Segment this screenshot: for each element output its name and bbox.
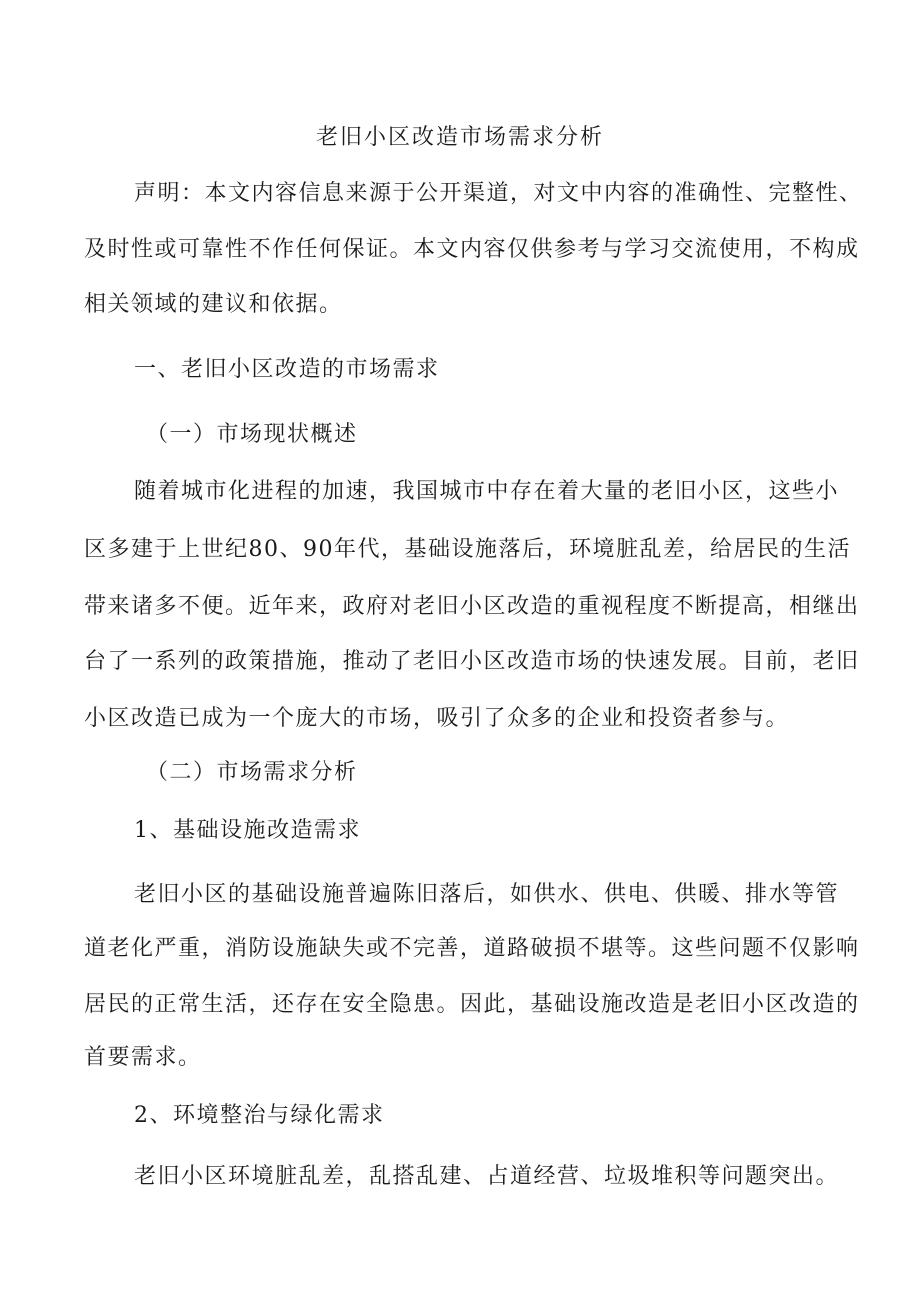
disclaimer-line: 及时性或可靠性不作任何保证。本文内容仅供参考与学习交流使用，不构成	[84, 237, 860, 262]
item-heading: 2、环境整治与绿化需求	[134, 1103, 385, 1128]
paragraph-line: 首要需求。	[84, 1045, 202, 1070]
document-title: 老旧小区改造市场需求分析	[315, 125, 604, 150]
paragraph-line: 带来诸多不便。近年来，政府对老旧小区改造的重视程度不断提高，相继出	[84, 594, 860, 619]
item-heading: 1、基础设施改造需求	[134, 818, 361, 843]
paragraph-line: 随着城市化进程的加速，我国城市中存在着大量的老旧小区，这些小	[134, 479, 840, 504]
paragraph-line: 道老化严重，消防设施缺失或不完善，道路破损不堪等。这些问题不仅影响	[84, 936, 860, 961]
subsection-heading: （二）市场需求分析	[146, 760, 358, 785]
paragraph-line: 老旧小区环境脏乱差，乱搭乱建、占道经营、垃圾堆积等问题突出。	[134, 1164, 840, 1189]
paragraph-line: 台了一系列的政策措施，推动了老旧小区改造市场的快速发展。目前，老旧	[84, 649, 860, 674]
paragraph-line: 区多建于上世纪80、90年代，基础设施落后，环境脏乱差，给居民的生活	[84, 537, 851, 562]
subsection-heading: （一）市场现状概述	[146, 422, 358, 447]
paragraph-line: 老旧小区的基础设施普遍陈旧落后，如供水、供电、供暖、排水等管	[134, 882, 840, 907]
section-heading: 一、老旧小区改造的市场需求	[134, 357, 440, 382]
paragraph-line: 居民的正常生活，还存在安全隐患。因此，基础设施改造是老旧小区改造的	[84, 992, 860, 1017]
disclaimer-line: 声明：本文内容信息来源于公开渠道，对文中内容的准确性、完整性、	[134, 181, 863, 206]
disclaimer-line: 相关领域的建议和依据。	[84, 292, 343, 317]
paragraph-line: 小区改造已成为一个庞大的市场，吸引了众多的企业和投资者参与。	[84, 706, 790, 731]
